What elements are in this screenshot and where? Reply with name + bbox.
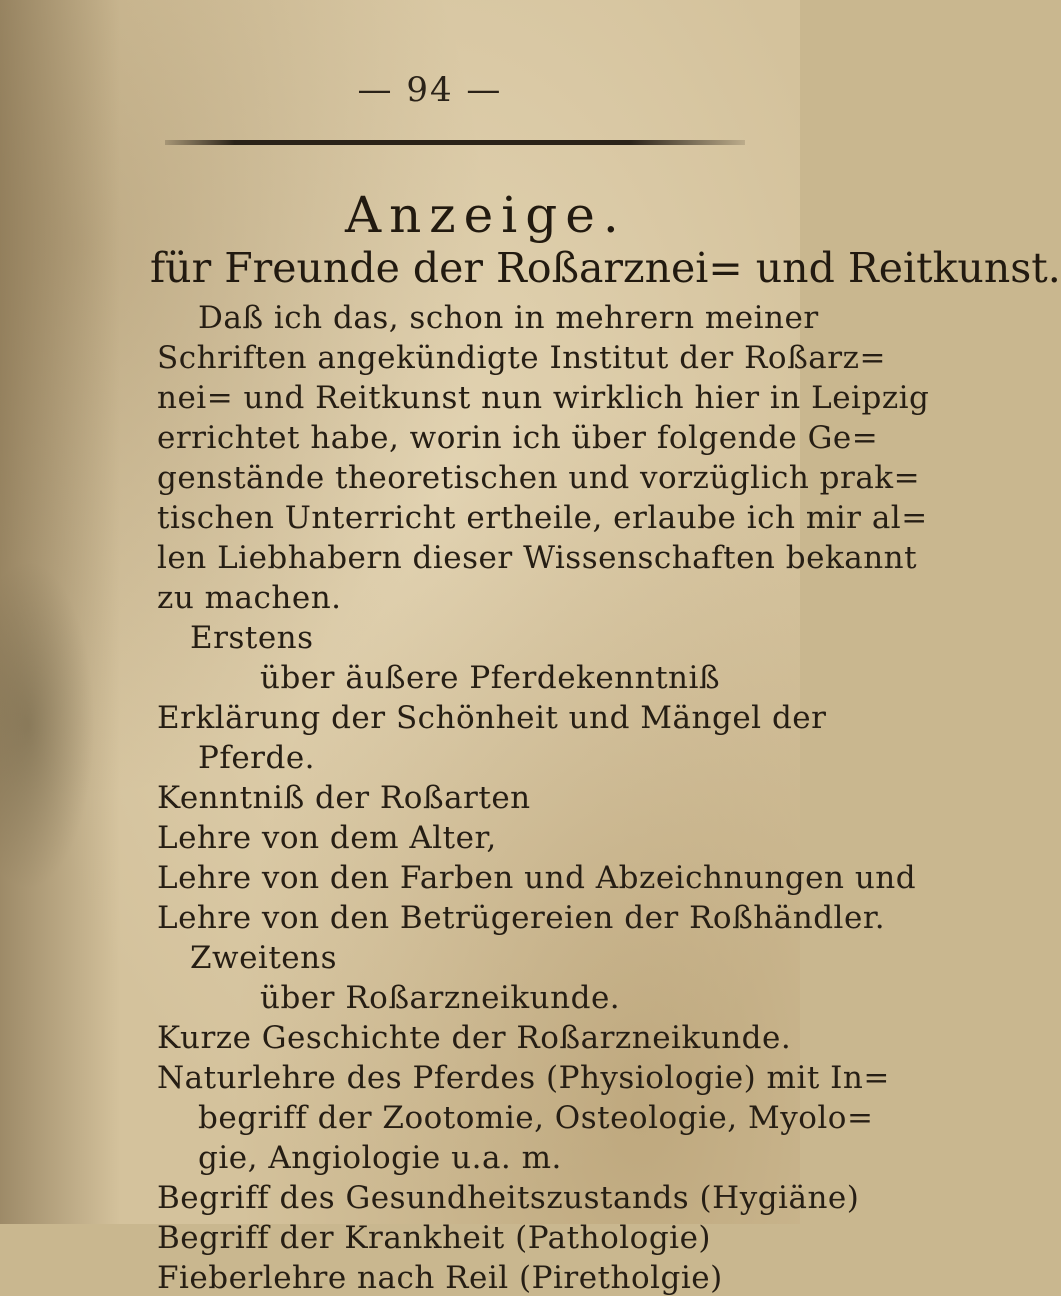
list-item: Lehre von den Farben und Abzeichnungen und [157,860,917,896]
section-label-erstens: Erstens [190,620,314,656]
paragraph-line: genstände theoretischen und vorzüglich prak= [157,460,921,496]
list-item: begriff der Zootomie, Osteologie, Myolo= [198,1100,874,1136]
paragraph-line: errichtet habe, worin ich über folgende Ge= [157,420,879,456]
page-number: — 94 — [357,70,503,110]
page-title: Anzeige. [345,186,627,244]
section-title-erstens: über äußere Pferdekenntniß [260,660,721,696]
list-item: Lehre von dem Alter, [157,820,497,856]
list-item: Pferde. [198,740,316,776]
list-item: Begriff der Krankheit (Pathologie) [157,1220,712,1256]
list-item: Begriff des Gesundheitszustands (Hygiäne) [157,1180,860,1216]
list-item: Erklärung der Schönheit und Mängel der [157,700,827,736]
paragraph-line: len Liebhabern dieser Wissenschaften bekannt [157,540,918,576]
list-item: Kurze Geschichte der Roßarzneikunde. [157,1020,792,1056]
paragraph-line: Schriften angekündigte Institut der Roßarz= [157,340,886,376]
paragraph-line: zu machen. [157,580,342,616]
paragraph-line: nei= und Reitkunst nun wirklich hier in Leipzig [157,380,930,416]
page-stain [0,560,95,890]
section-label-zweitens: Zweitens [190,940,338,976]
list-item: Naturlehre des Pferdes (Physiologie) mit In= [157,1060,890,1096]
paragraph-line: tischen Unterricht ertheile, erlaube ich mir al= [157,500,928,536]
list-item: gie, Angiologie u.a. m. [198,1140,562,1176]
list-item: Kenntniß der Roßarten [157,780,531,816]
paragraph-line: Daß ich das, schon in mehrern meiner [198,300,819,336]
section-title-zweitens: über Roßarzneikunde. [260,980,621,1016]
header-rule [165,140,745,145]
page-subtitle: für Freunde der Roßarznei= und Reitkunst. [150,244,1061,292]
list-item: Lehre von den Betrügereien der Roßhändler. [157,900,886,936]
list-item: Fieberlehre nach Reil (Piretholgie) [157,1260,723,1296]
